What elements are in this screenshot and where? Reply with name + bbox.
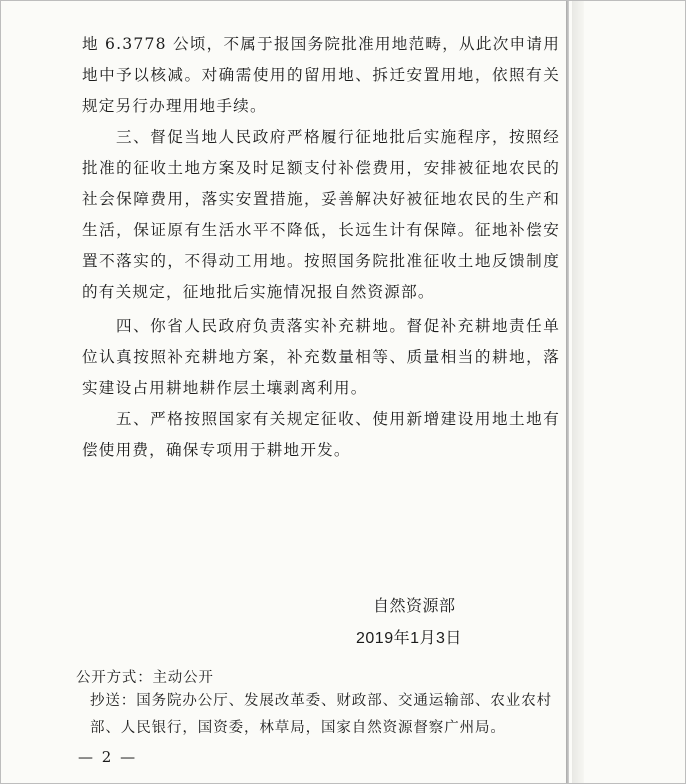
paragraph-item-four: 四、你省人民政府负责落实补充耕地。督促补充耕地责任单位认真按照补充耕地方案，补充数量相等、质量相当的耕地，落实建设占用耕地耕作层土壤剥离利用。 [82,317,560,397]
cc-recipients: 国务院办公厅、发展改革委、财政部、交通运输部、农业农村部、人民银行，国资委，林草局，国家自然资源督察广州局。 [90,693,553,736]
scan-edge-shade [572,0,584,784]
cc-list [90,688,560,742]
page-number: — 2 — [78,748,138,766]
signature-date: 2019年1月3日 [356,630,462,647]
disclosure-method: 公开方式：主动公开 [76,670,214,686]
paragraph-continuation: 地 6.3778 公顷，不属于报国务院批准用地范畴，从此次申请用地中予以核减。对确需使用的留用地、拆迁安置用地，依照有关规定另行办理用地手续。 [82,35,560,115]
cc-label: 抄送： [90,693,137,709]
paragraph-item-five: 五、严格按照国家有关规定征收、使用新增建设用地土地有偿使用费，确保专项用于耕地开发。 [82,410,560,459]
signature-organization: 自然资源部 [373,598,456,615]
paragraph-item-three: 三、督促当地人民政府严格履行征地批后实施程序，按照经批准的征收土地方案及时足额支付补偿费用，安排被征地农民的社会保障费用，落实安置措施，妥善解决好被征地农民的生产和生活，保证原有生活水平不降低，长远生计有保障。征地补偿安置不落实的，不得动工用地。按照国务院批准征收土地反馈制度的有关规定，征地批后实施情况报自然资源部。 [82,128,560,301]
scan-edge-line [566,0,569,784]
